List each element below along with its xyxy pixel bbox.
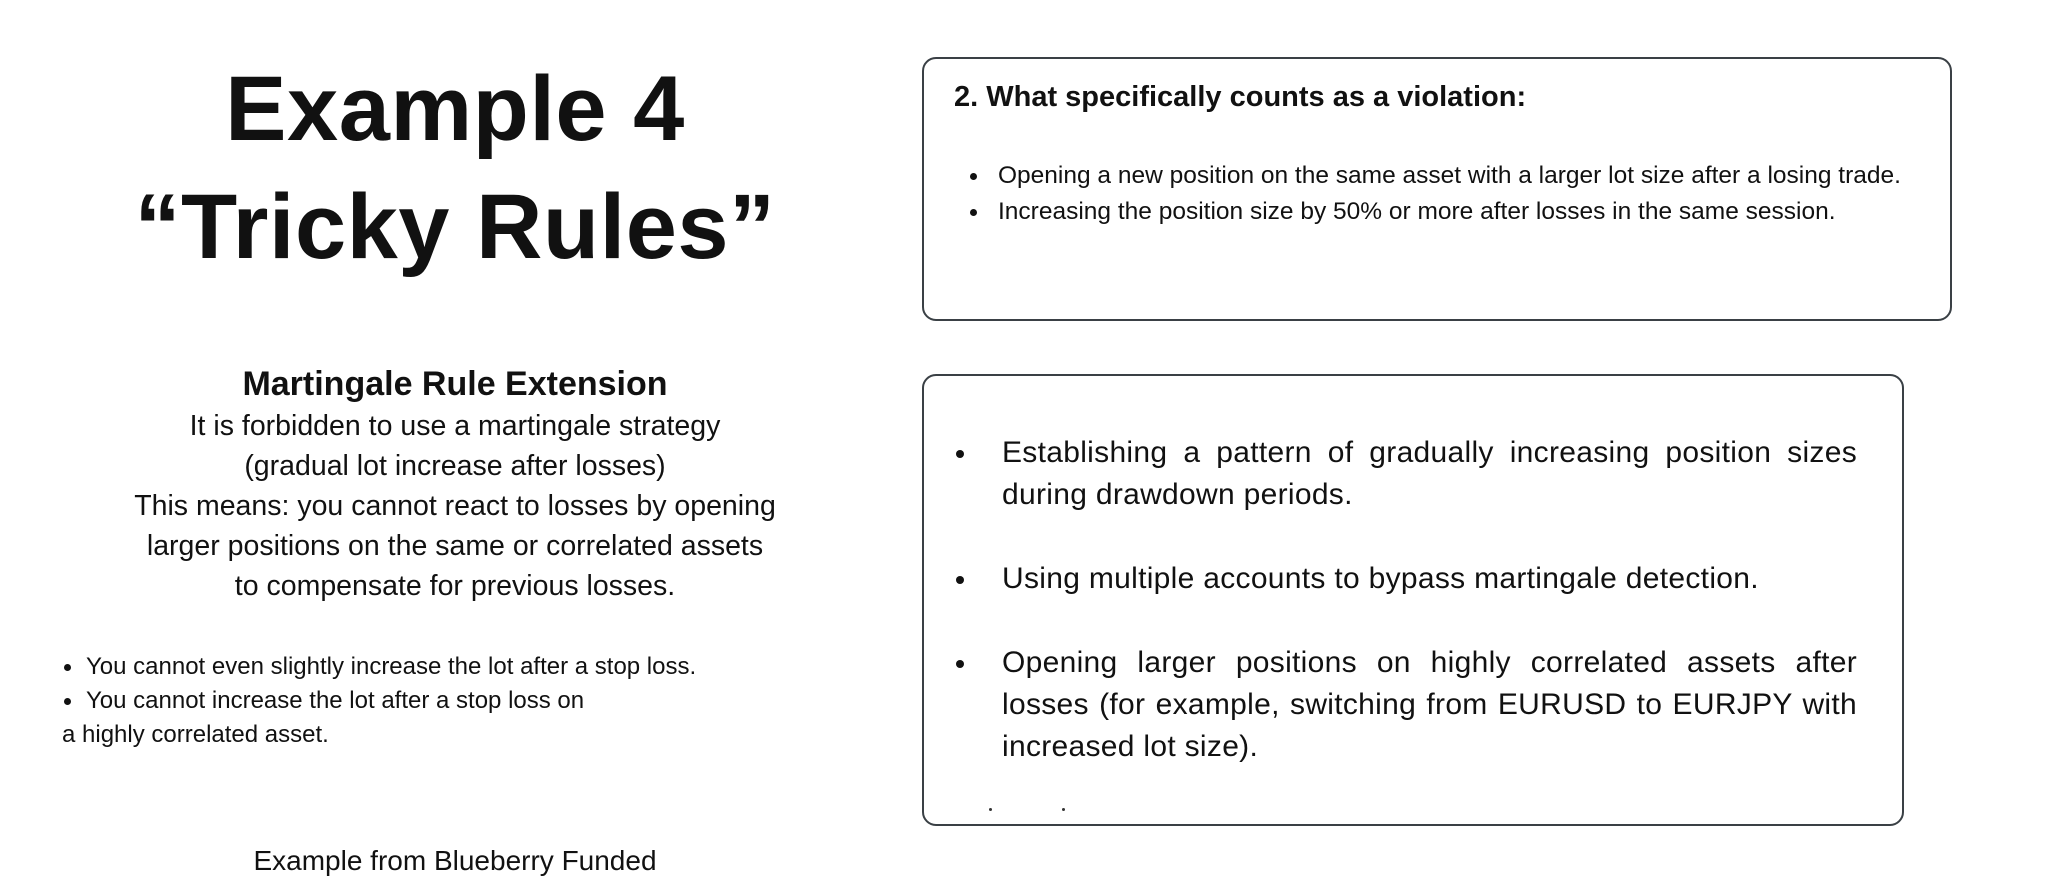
page-title (40, 50, 870, 286)
violation-box (922, 57, 1952, 321)
source-caption: Example from Blueberry Funded (253, 845, 657, 876)
violation-item: Opening a new position on the same asset with a larger lot size after a losing trade. (954, 159, 1914, 193)
rule-bullets (62, 650, 842, 752)
details-item: Using multiple accounts to bypass martingale detection. (952, 558, 1857, 600)
rule-line: to compensate for previous losses. (234, 570, 676, 602)
details-item: Opening larger positions on highly correlated assets after losses (for example, switching from EURUSD to EURJPY with increased lot size). (952, 642, 1857, 768)
rule-heading: Martingale Rule Extension (242, 365, 668, 403)
details-list (952, 432, 1857, 810)
stray-dot (989, 808, 992, 811)
violation-list (954, 159, 1914, 231)
rule-line: larger positions on the same or correlated assets (146, 530, 764, 562)
rule-line: (gradual lot increase after losses) (244, 450, 666, 482)
rule-bullet-continuation: a highly correlated asset. (62, 721, 329, 748)
title-line-2: “Tricky Rules” (134, 176, 776, 278)
details-item: Establishing a pattern of gradually increasing position sizes during drawdown periods. (952, 432, 1857, 516)
rule-description (60, 362, 850, 606)
violation-heading: 2. What specifically counts as a violation: (954, 81, 1527, 113)
rule-line: This means: you cannot react to losses by opening (134, 490, 776, 522)
details-box (922, 374, 1904, 826)
rule-line: It is forbidden to use a martingale strategy (189, 410, 721, 442)
violation-item: Increasing the position size by 50% or more after losses in the same session. (954, 195, 1914, 229)
title-line-1: Example 4 (225, 58, 685, 160)
stray-dot (1062, 808, 1065, 811)
rule-bullet-item: You cannot increase the lot after a stop loss on (62, 684, 842, 718)
rule-bullet-item: You cannot even slightly increase the lot after a stop loss. (62, 650, 842, 684)
